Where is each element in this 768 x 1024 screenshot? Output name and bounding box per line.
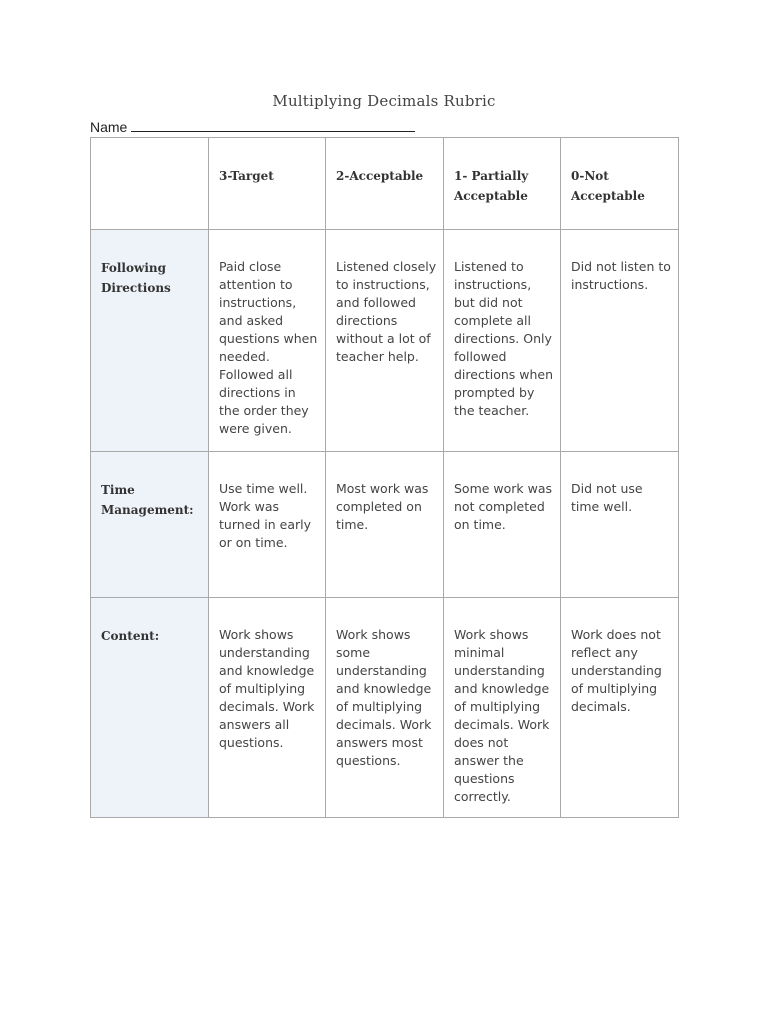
cell-text: Did not use time well. bbox=[571, 481, 643, 514]
column-header bbox=[561, 138, 679, 230]
name-field bbox=[90, 117, 415, 135]
table-cell bbox=[326, 230, 444, 452]
row-header bbox=[91, 452, 209, 598]
cell-text: Did not listen to instructions. bbox=[571, 259, 671, 292]
column-header-text: 3-Target bbox=[219, 169, 274, 183]
column-header bbox=[444, 138, 561, 230]
column-header-text: 1- Partially Acceptable bbox=[454, 169, 529, 203]
table-cell bbox=[561, 598, 679, 818]
cell-text: Work shows some understanding and knowledge of multiplying decimals. Work answers most questions. bbox=[336, 627, 432, 768]
cell-text: Listened to instructions, but did not complete all directions. Only followed directions when prompted by the teacher. bbox=[454, 259, 554, 418]
cell-text: Work shows understanding and knowledge of multiplying decimals. Work answers all questions. bbox=[219, 627, 315, 750]
column-header bbox=[209, 138, 326, 230]
row-header-text: Following Directions bbox=[101, 261, 171, 295]
table-cell bbox=[209, 598, 326, 818]
cell-text: Use time well. Work was turned in early or on time. bbox=[219, 481, 311, 550]
table-cell bbox=[209, 230, 326, 452]
name-label: Name bbox=[90, 119, 128, 135]
header-row bbox=[91, 138, 679, 230]
cell-text: Listened closely to instructions, and followed directions without a lot of teacher help. bbox=[336, 259, 437, 364]
table-cell bbox=[209, 452, 326, 598]
table-cell bbox=[444, 230, 561, 452]
row-header bbox=[91, 598, 209, 818]
column-header bbox=[326, 138, 444, 230]
corner-cell bbox=[91, 138, 209, 230]
cell-text: Most work was completed on time. bbox=[336, 481, 429, 532]
table-row bbox=[91, 452, 679, 598]
table-row bbox=[91, 598, 679, 818]
table-cell bbox=[444, 452, 561, 598]
row-header bbox=[91, 230, 209, 452]
name-blank-line bbox=[131, 117, 415, 132]
table-cell bbox=[444, 598, 561, 818]
row-header-text: Time Management: bbox=[101, 483, 194, 517]
column-header-text: 2-Acceptable bbox=[336, 169, 424, 183]
table-cell bbox=[326, 598, 444, 818]
document-title: Multiplying Decimals Rubric bbox=[272, 92, 496, 110]
cell-text: Paid close attention to instructions, and asked questions when needed. Followed all directions in the order they were given. bbox=[219, 259, 318, 436]
table-row bbox=[91, 230, 679, 452]
cell-text: Work does not reflect any understanding of multiplying decimals. bbox=[571, 627, 662, 714]
row-header-text: Content: bbox=[101, 629, 160, 643]
cell-text: Some work was not completed on time. bbox=[454, 481, 553, 532]
rubric-table bbox=[90, 137, 679, 818]
column-header-text: 0-Not Acceptable bbox=[571, 169, 645, 203]
table-cell bbox=[561, 452, 679, 598]
table-cell bbox=[326, 452, 444, 598]
table-cell bbox=[561, 230, 679, 452]
cell-text: Work shows minimal understanding and knowledge of multiplying decimals. Work does not answer the questions correctly. bbox=[454, 627, 550, 804]
